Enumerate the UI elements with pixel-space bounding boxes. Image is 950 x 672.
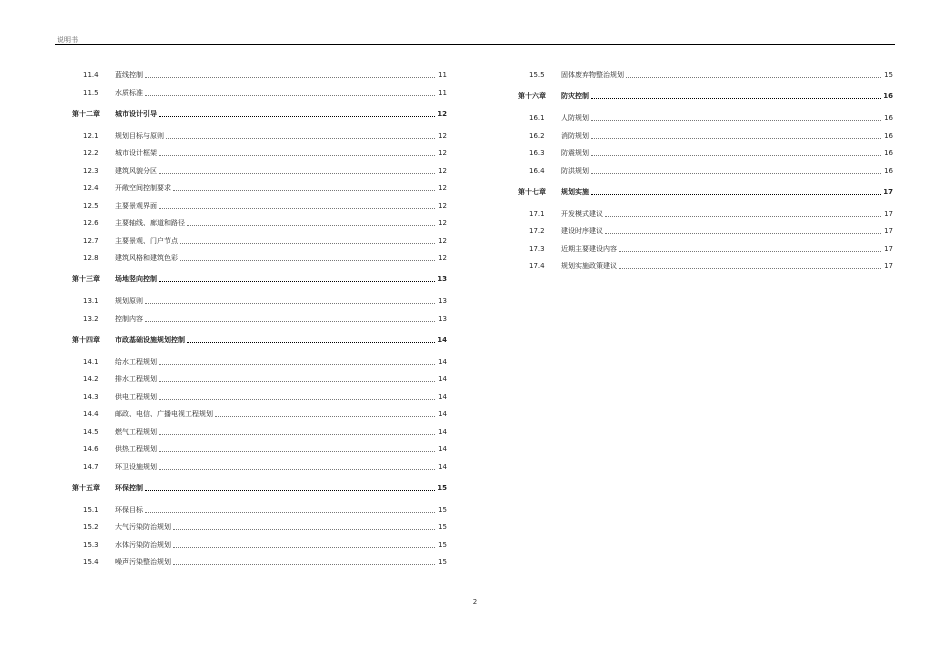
toc-section-row <box>518 70 893 80</box>
dot-leader <box>159 381 435 382</box>
document-header-label: 说明书 <box>57 36 78 44</box>
page-ref: 16 <box>883 92 893 100</box>
section-title: 控制内容 <box>115 314 143 323</box>
section-number: 16.4 <box>529 166 545 175</box>
dot-leader <box>173 529 435 530</box>
page-ref: 17 <box>884 244 893 253</box>
section-title: 邮政、电信、广播电视工程规划 <box>115 410 213 418</box>
section-title: 排水工程规划 <box>115 375 157 383</box>
dot-leader <box>180 243 435 244</box>
dot-leader <box>619 268 881 269</box>
toc-section-row <box>72 236 447 246</box>
toc-section-row <box>518 209 893 219</box>
page-ref: 16 <box>884 114 893 122</box>
toc-section-row <box>518 244 893 254</box>
toc-section-row <box>518 148 893 158</box>
chapter-title: 城市设计引导 <box>115 109 157 118</box>
dot-leader <box>159 451 435 452</box>
page-ref: 17 <box>883 187 893 196</box>
dot-leader <box>159 208 435 209</box>
section-number: 13.1 <box>83 297 99 305</box>
dot-leader <box>145 512 435 513</box>
section-number: 11.5 <box>83 88 99 97</box>
page-ref: 12 <box>438 184 447 192</box>
page-ref: 11 <box>438 88 447 97</box>
page-ref: 12 <box>437 109 447 118</box>
section-title: 开发模式建议 <box>561 209 603 218</box>
section-title: 开敞空间控制要求 <box>115 184 171 192</box>
chapter-number: 第十六章 <box>518 92 546 100</box>
toc-section-row <box>72 148 447 158</box>
section-title: 规划目标与原则 <box>115 131 164 140</box>
section-number: 14.2 <box>83 375 99 383</box>
section-title: 主要景观界面 <box>115 201 157 210</box>
toc-section-row <box>72 540 447 550</box>
dot-leader <box>145 321 435 322</box>
section-number: 12.3 <box>83 166 99 175</box>
toc-section-row <box>72 505 447 515</box>
toc-section-row <box>72 444 447 454</box>
page-ref: 12 <box>438 166 447 175</box>
toc-section-row <box>72 392 447 402</box>
section-number: 15.4 <box>83 558 99 566</box>
page-ref: 16 <box>884 166 893 175</box>
section-title: 建筑风貌分区 <box>115 166 157 175</box>
chapter-title: 环保控制 <box>115 483 143 492</box>
dot-leader <box>591 138 881 139</box>
toc-chapter-row <box>72 274 447 284</box>
page-ref: 12 <box>438 254 447 262</box>
chapter-title: 规划实施 <box>561 187 589 196</box>
section-title: 人防规划 <box>561 114 589 122</box>
toc-chapter-row <box>518 187 893 197</box>
section-title: 消防规划 <box>561 131 589 140</box>
dot-leader <box>159 155 435 156</box>
header-divider <box>55 44 895 45</box>
dot-leader <box>591 98 881 99</box>
dot-leader <box>591 120 881 121</box>
toc-section-row <box>518 226 893 236</box>
page-ref: 17 <box>884 209 893 218</box>
section-title: 固体废弃物整治规划 <box>561 71 624 79</box>
chapter-number: 第十三章 <box>72 275 100 283</box>
toc-section-row <box>72 218 447 228</box>
section-title: 大气污染防治规划 <box>115 523 171 531</box>
section-title: 城市设计框架 <box>115 149 157 157</box>
toc-section-row <box>518 131 893 141</box>
toc-section-row <box>72 131 447 141</box>
dot-leader <box>187 342 435 343</box>
toc-chapter-row <box>72 335 447 345</box>
section-title: 环保目标 <box>115 505 143 514</box>
section-number: 12.5 <box>83 201 99 210</box>
dot-leader <box>145 303 435 304</box>
section-title: 规划原则 <box>115 297 143 305</box>
toc-section-row <box>518 113 893 123</box>
dot-leader <box>159 469 435 470</box>
chapter-number: 第十四章 <box>72 335 100 344</box>
dot-leader <box>591 155 881 156</box>
section-number: 17.3 <box>529 244 545 253</box>
page-ref: 12 <box>438 236 447 245</box>
page-ref: 14 <box>438 357 447 366</box>
section-number: 15.1 <box>83 505 99 514</box>
dot-leader <box>159 116 435 117</box>
section-title: 环卫设施规划 <box>115 462 157 471</box>
section-number: 15.2 <box>83 523 99 531</box>
dot-leader <box>187 225 435 226</box>
toc-section-row <box>72 427 447 437</box>
toc-section-row <box>72 166 447 176</box>
toc-chapter-row <box>72 109 447 119</box>
dot-leader <box>145 95 435 96</box>
section-number: 17.2 <box>529 227 545 235</box>
dot-leader <box>166 138 435 139</box>
page-ref: 12 <box>438 219 447 227</box>
section-title: 主要轴线、廊道和路径 <box>115 219 185 227</box>
section-title: 防洪规划 <box>561 166 589 175</box>
page-ref: 16 <box>884 149 893 157</box>
dot-leader <box>145 490 435 491</box>
dot-leader <box>591 194 881 195</box>
section-title: 燃气工程规划 <box>115 427 157 436</box>
toc-section-row <box>72 409 447 419</box>
section-number: 11.4 <box>83 71 99 79</box>
page-ref: 16 <box>884 131 893 140</box>
page-number: 2 <box>472 598 478 606</box>
toc-section-row <box>72 522 447 532</box>
toc-section-row <box>72 357 447 367</box>
section-title: 蓝线控制 <box>115 71 143 79</box>
page-ref: 14 <box>438 462 447 471</box>
toc-section-row <box>72 296 447 306</box>
section-number: 17.4 <box>529 262 545 270</box>
section-number: 16.1 <box>529 114 545 122</box>
chapter-title: 市政基础设施规划控制 <box>115 335 185 344</box>
dot-leader <box>173 547 435 548</box>
toc-section-row <box>72 88 447 98</box>
page-ref: 14 <box>438 427 447 436</box>
page-ref: 17 <box>884 262 893 270</box>
section-title: 水体污染防治规划 <box>115 540 171 549</box>
section-title: 供热工程规划 <box>115 445 157 453</box>
section-number: 13.2 <box>83 314 99 323</box>
section-title: 规划实施政策建议 <box>561 262 617 270</box>
dot-leader <box>145 77 435 78</box>
dot-leader <box>591 173 881 174</box>
section-number: 14.5 <box>83 427 99 436</box>
dot-leader <box>215 416 435 417</box>
section-number: 14.3 <box>83 392 99 401</box>
toc-section-row <box>72 374 447 384</box>
toc-chapter-row <box>518 91 893 101</box>
section-number: 17.1 <box>529 209 545 218</box>
page-ref: 12 <box>438 131 447 140</box>
toc-section-row <box>72 557 447 567</box>
toc-section-row <box>72 253 447 263</box>
dot-leader <box>159 364 435 365</box>
section-number: 12.1 <box>83 131 99 140</box>
section-number: 14.6 <box>83 445 99 453</box>
dot-leader <box>159 173 435 174</box>
dot-leader <box>626 77 881 78</box>
section-number: 14.4 <box>83 410 99 418</box>
page-ref: 14 <box>438 410 447 418</box>
page-ref: 15 <box>438 505 447 514</box>
section-number: 12.2 <box>83 149 99 157</box>
toc-section-row <box>72 314 447 324</box>
page-ref: 14 <box>438 375 447 383</box>
page-ref: 15 <box>438 523 447 531</box>
dot-leader <box>619 251 881 252</box>
chapter-number: 第十五章 <box>72 483 100 492</box>
page-ref: 11 <box>438 71 447 79</box>
chapter-title: 场地竖向控制 <box>115 275 157 283</box>
chapter-number: 第十二章 <box>72 109 100 118</box>
page-ref: 13 <box>438 314 447 323</box>
section-title: 建设时序建议 <box>561 227 603 235</box>
page-ref: 14 <box>438 445 447 453</box>
page-ref: 15 <box>438 540 447 549</box>
section-number: 14.1 <box>83 357 99 366</box>
section-title: 建筑风格和建筑色彩 <box>115 254 178 262</box>
section-number: 14.7 <box>83 462 99 471</box>
page-ref: 15 <box>884 71 893 79</box>
section-title: 供电工程规划 <box>115 392 157 401</box>
dot-leader <box>605 233 881 234</box>
toc-section-row <box>72 70 447 80</box>
section-number: 12.7 <box>83 236 99 245</box>
section-title: 水质标准 <box>115 88 143 97</box>
section-title: 主要景观、门户节点 <box>115 236 178 245</box>
chapter-title: 防灾控制 <box>561 92 589 100</box>
dot-leader <box>159 399 435 400</box>
section-title: 近期主要建设内容 <box>561 244 617 253</box>
toc-section-row <box>518 166 893 176</box>
page-ref: 15 <box>437 483 447 492</box>
section-number: 15.3 <box>83 540 99 549</box>
dot-leader <box>173 564 435 565</box>
section-number: 12.8 <box>83 254 99 262</box>
toc-section-row <box>72 201 447 211</box>
dot-leader <box>159 434 435 435</box>
toc-chapter-row <box>72 483 447 493</box>
section-title: 噪声污染整治规划 <box>115 558 171 566</box>
page-ref: 17 <box>884 227 893 235</box>
dot-leader <box>180 260 435 261</box>
section-number: 12.4 <box>83 184 99 192</box>
section-title: 防震规划 <box>561 149 589 157</box>
toc-section-row <box>518 261 893 271</box>
toc-section-row <box>72 183 447 193</box>
dot-leader <box>605 216 881 217</box>
section-number: 16.3 <box>529 149 545 157</box>
page-ref: 12 <box>438 201 447 210</box>
toc-section-row <box>72 462 447 472</box>
section-number: 15.5 <box>529 71 545 79</box>
page-ref: 13 <box>437 275 447 283</box>
section-number: 16.2 <box>529 131 545 140</box>
section-title: 给水工程规划 <box>115 357 157 366</box>
page-ref: 13 <box>438 297 447 305</box>
page-ref: 14 <box>438 392 447 401</box>
page-ref: 15 <box>438 558 447 566</box>
toc-column-right <box>518 70 893 271</box>
section-number: 12.6 <box>83 219 99 227</box>
chapter-number: 第十七章 <box>518 187 546 196</box>
page-ref: 14 <box>437 335 447 344</box>
page-ref: 12 <box>438 149 447 157</box>
dot-leader <box>173 190 435 191</box>
dot-leader <box>159 281 435 282</box>
toc-column-left <box>72 70 447 567</box>
